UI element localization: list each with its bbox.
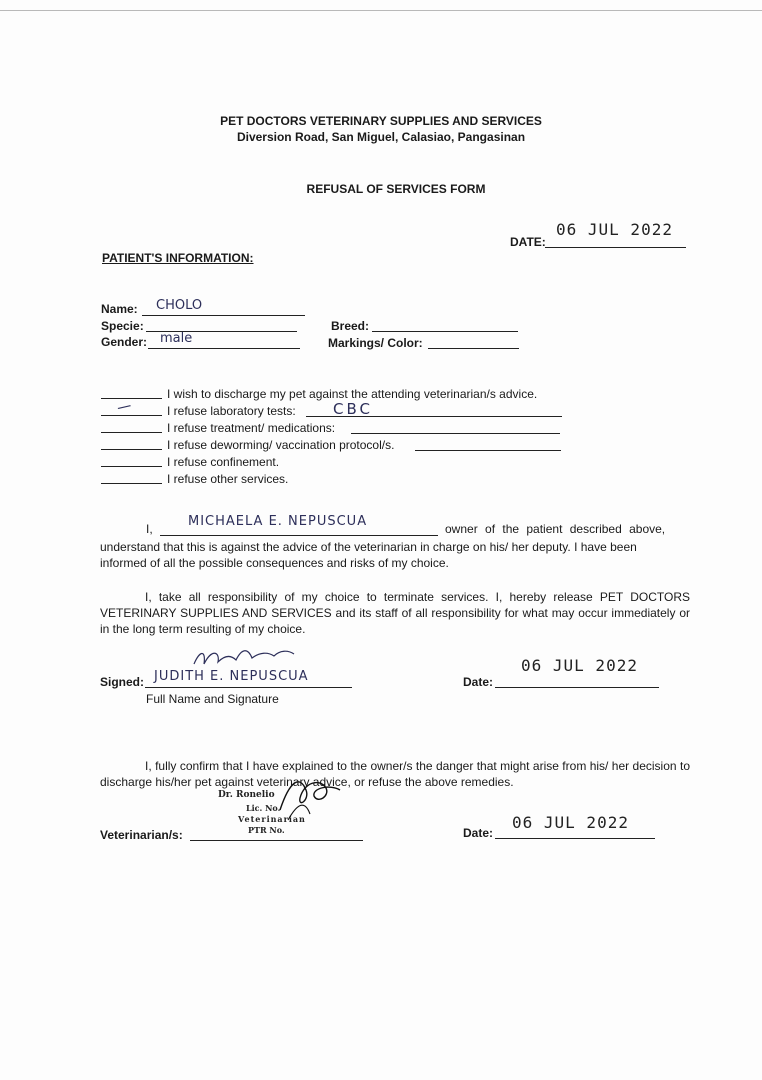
signed-label: Signed:	[100, 675, 144, 689]
clinic-address: Diversion Road, San Miguel, Calasiao, Pangasinan	[236, 130, 526, 144]
option-text: I refuse other services.	[167, 472, 289, 486]
gender-line	[148, 348, 300, 349]
breed-label: Breed:	[331, 319, 370, 333]
markings-line	[428, 348, 519, 349]
option-text: I refuse treatment/ medications:	[167, 421, 336, 435]
signed-line	[145, 687, 352, 688]
vet-line	[190, 840, 363, 841]
vet-date-line	[495, 838, 655, 839]
statement-line2: understand that this is against the advice of the veterinarian in charge on his/ her deputy. I have been	[100, 540, 637, 554]
vet-date-label: Date:	[463, 826, 494, 840]
treatment-line	[351, 433, 560, 434]
owner-signature-scribble	[190, 642, 300, 672]
name-value: CHOLO	[156, 298, 203, 313]
option-blank	[101, 466, 162, 467]
owner-date-stamp: 06 JUL 2022	[521, 656, 638, 675]
option-text: I wish to discharge my pet against the attending veterinarian/s advice.	[167, 387, 538, 401]
statement-prefix: I,	[146, 522, 153, 536]
option-blank	[101, 483, 162, 484]
scan-top-edge	[0, 10, 762, 11]
option-checkmark: /	[115, 400, 134, 414]
date-stamp: 06 JUL 2022	[556, 220, 673, 239]
gender-label: Gender:	[101, 335, 148, 349]
option-text: I refuse deworming/ vaccination protocol/s.	[167, 438, 395, 452]
patient-section-title: PATIENT'S INFORMATION:	[102, 251, 254, 265]
clinic-name: PET DOCTORS VETERINARY SUPPLIES AND SERVICES	[220, 114, 542, 128]
markings-label: Markings/ Color:	[328, 336, 423, 350]
vet-stamp-license: Lic. No.	[246, 803, 281, 813]
vet-stamp-ptr: PTR No.	[248, 825, 285, 835]
owner-name-line	[160, 535, 438, 536]
name-label: Name:	[101, 302, 138, 316]
option-blank	[101, 415, 162, 416]
option-text: I refuse laboratory tests:	[167, 404, 296, 418]
vet-date-stamp: 06 JUL 2022	[512, 813, 629, 832]
lab-tests-value: CBC	[333, 400, 373, 418]
vet-label: Veterinarian/s:	[100, 828, 183, 842]
option-text: I refuse confinement.	[167, 455, 280, 469]
deworming-line	[415, 450, 561, 451]
breed-line	[372, 331, 518, 332]
option-blank	[101, 398, 162, 399]
gender-value: male	[160, 331, 193, 346]
vet-stamp-name: Dr. Ronelio	[218, 790, 275, 800]
owner-date-line	[495, 687, 659, 688]
release-paragraph: I, take all responsibility of my choice to terminate services. I, hereby release PET DOCTORS VETERINARY SUPPLIES AND SERVICES and its staff of all responsibility for what may occur immediately or in the long term resulting of my choice.	[100, 590, 690, 636]
vet-stamp-title: Veterinarian	[238, 814, 306, 824]
signed-name: JUDITH E. NEPUSCUA	[154, 669, 309, 684]
signed-caption: Full Name and Signature	[146, 692, 279, 706]
vet-signature-scribble	[270, 770, 350, 830]
form-title: REFUSAL OF SERVICES FORM	[306, 182, 486, 196]
name-line	[142, 315, 305, 316]
owner-name-value: MICHAELA E. NEPUSCUA	[188, 514, 368, 529]
vet-confirm-paragraph: I, fully confirm that I have explained to the owner/s the danger that might arise from his/ her decision to discharge his/her pet against veterinary advice, or refuse the above remedies.	[100, 759, 690, 789]
date-label: DATE:	[510, 235, 546, 249]
owner-date-label: Date:	[463, 675, 494, 689]
statement-line1-suffix: owner of the patient described above,	[445, 522, 666, 536]
option-blank	[101, 449, 162, 450]
option-blank	[101, 432, 162, 433]
date-line	[545, 247, 686, 248]
statement-line3: informed of all the possible consequences and risks of my choice.	[100, 556, 449, 570]
specie-label: Specie:	[101, 319, 144, 333]
